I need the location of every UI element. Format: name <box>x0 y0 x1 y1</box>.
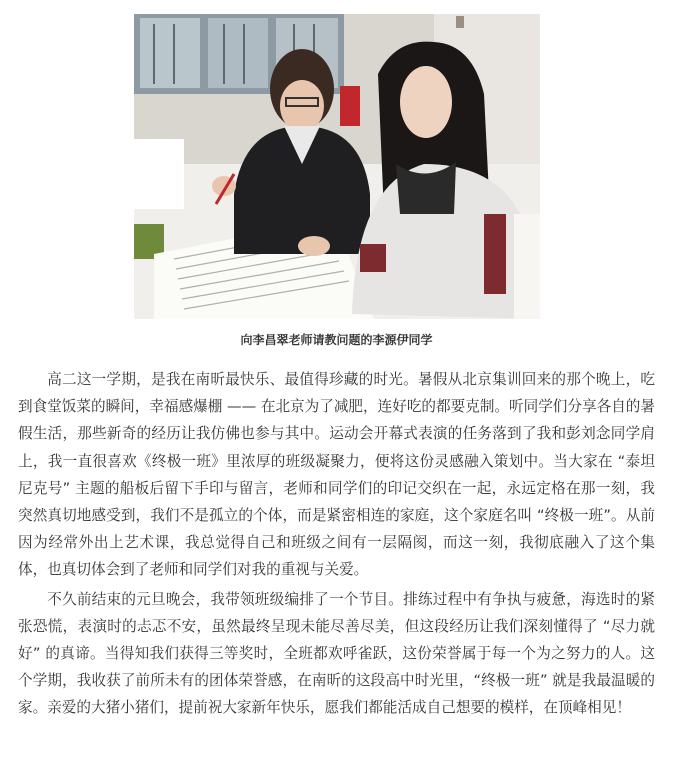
paragraph: 不久前结束的元旦晚会，我带领班级编排了一个节目。排练过程中有争执与疲惫，海选时的紧张恐慌，表演时的忐忑不安，虽然最终呈现未能尽善尽美，但这段经历让我们深刻懂得了 “尽力就好” 的真谛。当得知我们获得三等奖时，全班都欢呼雀跃，这份荣誉属于每一个为之努力的人。这个学期，我收获了前所未有的团体荣誉感，在南昕的这段高中时光里，“终极一班” 就是我最温暖的家。亲爱的大猪小猪们，提前祝大家新年快乐，愿我们都能活成自己想要的模样，在顶峰相见！ <box>18 590 655 717</box>
article-photo <box>134 14 540 319</box>
paragraph: 高二这一学期，是我在南昕最快乐、最值得珍藏的时光。暑假从北京集训回来的那个晚上，吃到食堂饭菜的瞬间，幸福感爆棚 —— 在北京为了减肥，连好吃的都要克制。听同学们分享各自的暑假生活，那些新奇的经历让我仿佛也参与其中。运动会开幕式表演的任务落到了我和彭刘念同学肩上，我一直很喜欢《终极一班》里浓厚的班级凝聚力，便将这份灵感融入策划中。当大家在 “泰坦尼克号” 主题的船板后留下手印与留言，老师和同学们的印记交织在一起，永远定格在那一刻，我突然真切地感受到，我们不是孤立的个体，而是紧密相连的家庭，这个家庭名叫 “终极一班”。从前因为经常外出上艺术课，我总觉得自己和班级之间有一层隔阂，而这一刻，我彻底融入了这个集体，也真切体会到了老师和同学们对我的重视与关爱。 <box>18 371 655 579</box>
article-body <box>18 366 655 724</box>
photo-caption: 向李昌翠老师请教问题的李源伊同学 <box>240 333 433 347</box>
